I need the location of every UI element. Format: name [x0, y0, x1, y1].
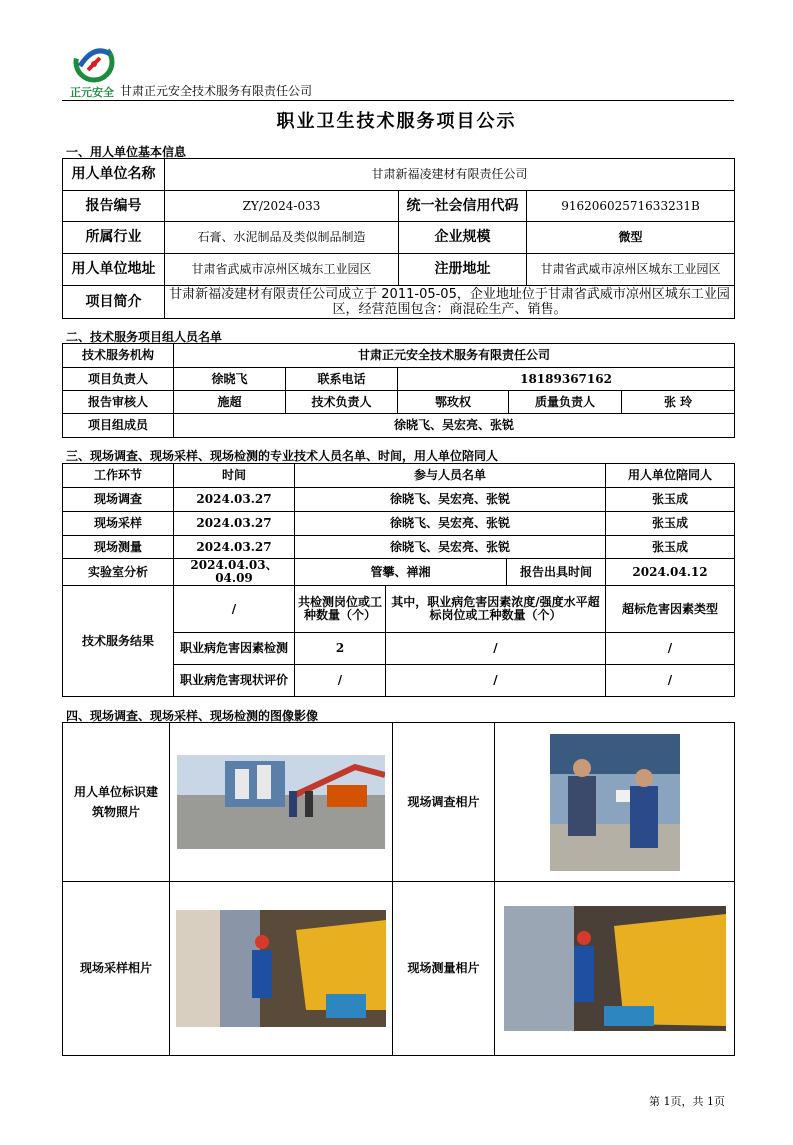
section2-heading: 二、技术服务项目组人员名单: [66, 330, 223, 344]
photo3-label: 现场采样相片: [63, 882, 170, 1056]
logo-text: 正元安全: [70, 86, 114, 99]
team-table: [62, 343, 735, 438]
intro-label: 项目简介: [63, 286, 165, 319]
unit-name-label: 用人单位名称: [63, 159, 165, 191]
report-no: ZY/2024-033: [165, 191, 399, 222]
section4-heading: 四、现场调查、现场采样、现场检测的图像影像: [66, 709, 319, 723]
reviewer-label: 报告审核人: [63, 391, 174, 414]
photo4-label: 现场测量相片: [393, 882, 495, 1056]
lab-date: 2024.04.03、04.09: [174, 559, 295, 586]
org: 甘肃正元安全技术服务有限责任公司: [174, 344, 735, 368]
lead-label: 项目负责人: [63, 368, 174, 391]
photo2-cell: [495, 723, 735, 882]
result-types: /: [606, 665, 735, 697]
stage: 现场采样: [63, 512, 174, 536]
escort: 张玉成: [606, 512, 735, 536]
date: 2024.03.27: [174, 536, 295, 559]
credit-code: 91620602571633231B: [527, 191, 735, 222]
result-item: 职业病危害现状评价: [174, 665, 295, 697]
table-row: [63, 536, 735, 559]
result-header-count: 共检测岗位或工种数量（个）: [295, 586, 386, 633]
lab-people: 管攀、禅湘: [295, 559, 507, 586]
photo3-cell: [170, 882, 393, 1056]
tech-label: 技术负责人: [286, 391, 398, 414]
photo4-cell: [495, 882, 735, 1056]
org-label: 技术服务机构: [63, 344, 174, 368]
sampling-photo: [176, 910, 386, 1027]
result-types: /: [606, 633, 735, 665]
header-stage: 工作环节: [63, 464, 174, 488]
people: 徐晓飞、吴宏亮、张锐: [295, 536, 606, 559]
phone-label: 联系电话: [286, 368, 398, 391]
page-number: 第 1页，共 1页: [649, 1095, 725, 1108]
unit-name: 甘肃新福凌建材有限责任公司: [165, 159, 735, 191]
header-company-name: 甘肃正元安全技术服务有限责任公司: [120, 84, 313, 98]
people: 徐晓飞、吴宏亮、张锐: [295, 488, 606, 512]
scale: 微型: [527, 222, 735, 254]
section1-heading: 一、用人单位基本信息: [66, 145, 187, 159]
report-no-label: 报告编号: [63, 191, 165, 222]
people: 徐晓飞、吴宏亮、张锐: [295, 512, 606, 536]
photo1-cell: [170, 723, 393, 882]
header-date: 时间: [174, 464, 295, 488]
page-title: 职业卫生技术服务项目公示: [276, 111, 517, 132]
result-exceed: /: [386, 633, 606, 665]
scale-label: 企业规模: [399, 222, 527, 254]
date: 2024.03.27: [174, 488, 295, 512]
escort: 张玉成: [606, 536, 735, 559]
result-exceed: /: [386, 665, 606, 697]
document-header: [66, 36, 736, 98]
members-label: 项目组成员: [63, 414, 174, 438]
industry-label: 所属行业: [63, 222, 165, 254]
result-header-blank: /: [174, 586, 295, 633]
escort: 张玉成: [606, 488, 735, 512]
quality: 张 玲: [622, 391, 735, 414]
credit-code-label: 统一社会信用代码: [399, 191, 527, 222]
header-escort: 用人单位陪同人: [606, 464, 735, 488]
reg-address: 甘肃省武威市凉州区城东工业园区: [527, 254, 735, 286]
project-intro: 甘肃新福凌建材有限责任公司成立于 2011-05-05，企业地址位于甘肃省武威市凉州区城东工业园区，经营范围包含：商混砼生产、销售。: [165, 286, 735, 319]
result-header-exceed: 其中，职业病危害因素浓度/强度水平超标岗位或工种数量（个）: [386, 586, 606, 633]
date: 2024.03.27: [174, 512, 295, 536]
basic-info-table: [62, 158, 735, 319]
fieldwork-table: [62, 463, 735, 697]
members: 徐晓飞、吴宏亮、张锐: [174, 414, 735, 438]
quality-label: 质量负责人: [509, 391, 622, 414]
result-item: 职业病危害因素检测: [174, 633, 295, 665]
reviewer: 施超: [174, 391, 286, 414]
photo1-label: 用人单位标识建筑物照片: [63, 723, 170, 882]
result-count: /: [295, 665, 386, 697]
report-time: 2024.04.12: [606, 559, 735, 586]
result-label: 技术服务结果: [63, 586, 174, 697]
lab-label: 实验室分析: [63, 559, 174, 586]
table-row: [63, 512, 735, 536]
address-label: 用人单位地址: [63, 254, 165, 286]
tech: 鄂玫权: [398, 391, 509, 414]
photo-table: [62, 722, 735, 1056]
lead: 徐晓飞: [174, 368, 286, 391]
stage: 现场调查: [63, 488, 174, 512]
report-time-label: 报告出具时间: [507, 559, 606, 586]
survey-photo: [550, 734, 680, 871]
photo2-label: 现场调查相片: [393, 723, 495, 882]
building-photo: [177, 755, 385, 849]
stage: 现场测量: [63, 536, 174, 559]
section3-heading: 三、现场调查、现场采样、现场检测的专业技术人员名单、时间，用人单位陪同人: [66, 449, 499, 463]
header-people: 参与人员名单: [295, 464, 606, 488]
table-row: [63, 488, 735, 512]
industry: 石膏、水泥制品及类似制品制造: [165, 222, 399, 254]
address: 甘肃省武威市凉州区城东工业园区: [165, 254, 399, 286]
phone: 18189367162: [398, 368, 735, 391]
result-count: 2: [295, 633, 386, 665]
header-divider: [62, 100, 734, 101]
result-header-types: 超标危害因素类型: [606, 586, 735, 633]
reg-address-label: 注册地址: [399, 254, 527, 286]
measuring-photo: [504, 906, 726, 1031]
